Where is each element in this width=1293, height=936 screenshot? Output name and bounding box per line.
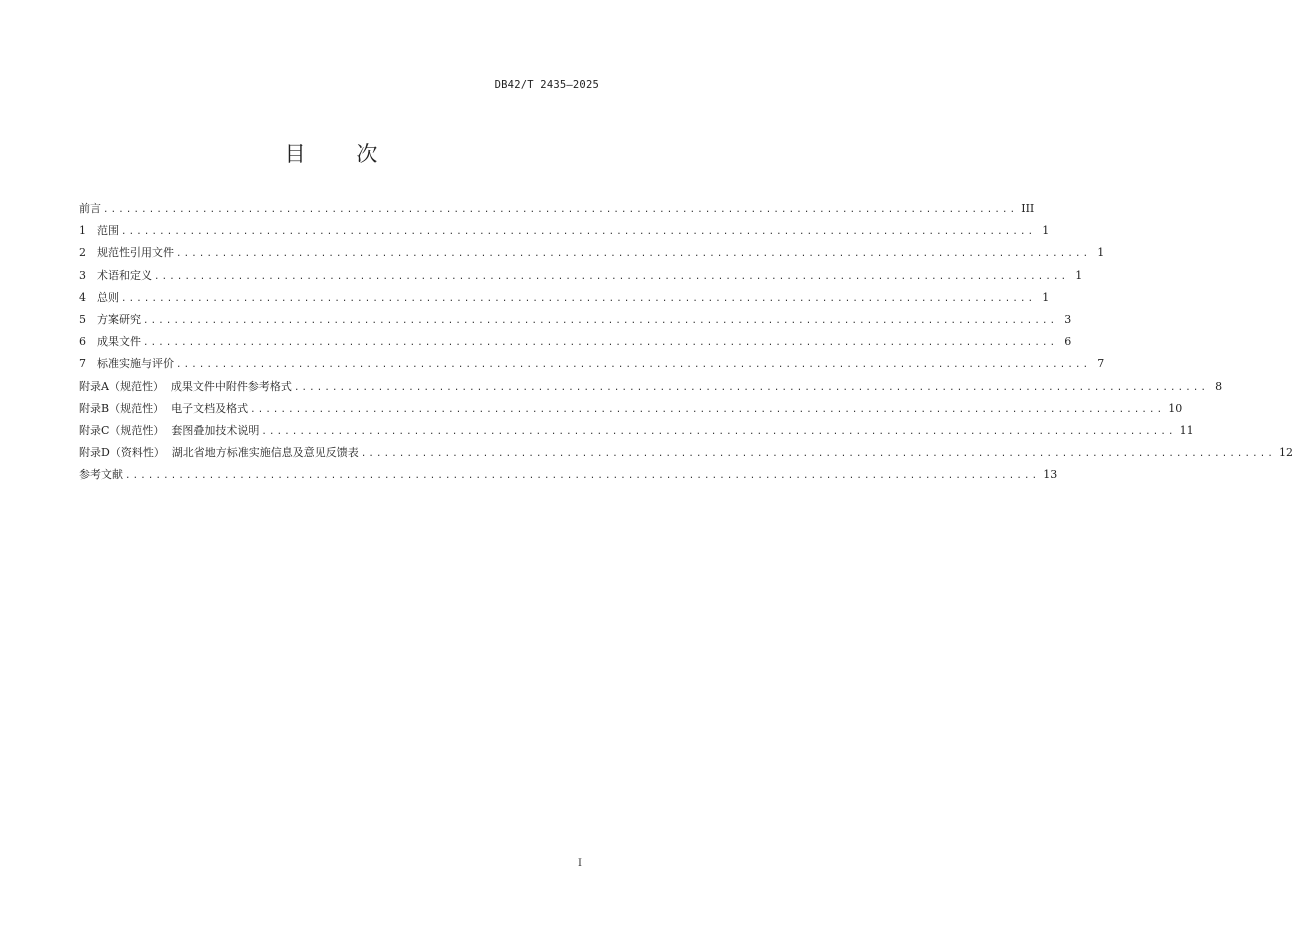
toc-leader-dots: ........................................................................................................................	[360, 449, 1276, 460]
toc-entry-appendix-b[interactable]	[79, 398, 1183, 420]
toc-entry-label: 前言	[79, 202, 101, 215]
toc-leader-dots: ........................................................................................................................	[121, 293, 1036, 304]
toc-leader-dots: ........................................................................................................................	[261, 426, 1176, 437]
toc-entry-general[interactable]	[79, 287, 1050, 309]
toc-entry-number: 1	[79, 224, 86, 238]
toc-entry-label: 附录A（规范性） 成果文件中附件参考格式	[79, 379, 292, 393]
toc-entry-label: 总则	[97, 290, 119, 304]
toc-entry-implementation[interactable]	[79, 353, 1105, 375]
toc-leader-dots: ........................................................................................................................	[176, 249, 1091, 260]
toc-entry-page: 6	[1064, 335, 1072, 349]
toc-entry-page: 1	[1042, 224, 1050, 238]
page-number: I	[578, 858, 582, 869]
toc-entry-label: 参考文献	[79, 468, 123, 482]
toc-entry-label: 方案研究	[97, 312, 141, 326]
toc-entry-terms[interactable]	[79, 265, 1083, 287]
standard-code: DB42/T 2435—2025	[494, 79, 599, 91]
toc-entry-label: 附录B（规范性） 电子文档及格式	[79, 401, 249, 415]
table-of-contents	[79, 198, 1293, 486]
toc-entry-bibliography[interactable]	[79, 464, 1058, 486]
toc-entry-number: 5	[79, 312, 86, 326]
page-title: 目 次	[284, 142, 400, 166]
toc-entry-number: 2	[79, 246, 86, 260]
toc-entry-plan-study[interactable]	[79, 309, 1072, 331]
toc-leader-dots: ........................................................................................................................	[250, 404, 1165, 415]
toc-entry-page: 10	[1168, 401, 1183, 415]
toc-entry-page: 12	[1279, 446, 1293, 460]
toc-entry-number: 7	[79, 357, 86, 371]
toc-entry-appendix-c[interactable]	[79, 420, 1194, 442]
toc-entry-page: III	[1021, 202, 1035, 215]
toc-leader-dots: ........................................................................................................................	[143, 315, 1058, 326]
toc-entry-page: 1	[1042, 290, 1050, 304]
toc-entry-appendix-d[interactable]	[79, 442, 1293, 464]
toc-entry-number: 6	[79, 335, 86, 349]
toc-entry-scope[interactable]	[79, 220, 1050, 242]
toc-entry-page: 13	[1043, 468, 1058, 482]
toc-leader-dots: ........................................................................................................................	[125, 471, 1040, 482]
toc-entry-foreword[interactable]	[79, 198, 1035, 220]
toc-leader-dots: ........................................................................................................................	[103, 205, 1018, 215]
toc-entry-page: 11	[1179, 423, 1194, 437]
toc-entry-label: 附录D（资料性） 湖北省地方标准实施信息及意见反馈表	[79, 446, 359, 460]
toc-entry-page: 7	[1097, 357, 1105, 371]
toc-leader-dots: ........................................................................................................................	[154, 271, 1069, 282]
toc-entry-label: 范围	[97, 224, 119, 238]
toc-entry-page: 1	[1075, 268, 1083, 282]
toc-leader-dots: ........................................................................................................................	[121, 227, 1036, 238]
toc-leader-dots: ........................................................................................................................	[176, 360, 1091, 371]
toc-entry-label: 标准实施与评价	[97, 357, 174, 371]
toc-leader-dots: ........................................................................................................................	[143, 338, 1058, 349]
toc-entry-page: 3	[1064, 312, 1072, 326]
toc-entry-number: 3	[79, 268, 86, 282]
toc-entry-label: 规范性引用文件	[97, 246, 174, 260]
toc-entry-label: 附录C（规范性） 套图叠加技术说明	[79, 423, 260, 437]
toc-entry-appendix-a[interactable]	[79, 376, 1223, 398]
toc-entry-page: 8	[1215, 379, 1223, 393]
toc-entry-page: 1	[1097, 246, 1105, 260]
toc-entry-label: 成果文件	[97, 335, 141, 349]
toc-entry-normative-references[interactable]	[79, 242, 1105, 264]
toc-entry-number: 4	[79, 290, 86, 304]
toc-entry-label: 术语和定义	[97, 268, 152, 282]
toc-entry-deliverables[interactable]	[79, 331, 1072, 353]
toc-leader-dots: ........................................................................................................................	[293, 382, 1209, 393]
